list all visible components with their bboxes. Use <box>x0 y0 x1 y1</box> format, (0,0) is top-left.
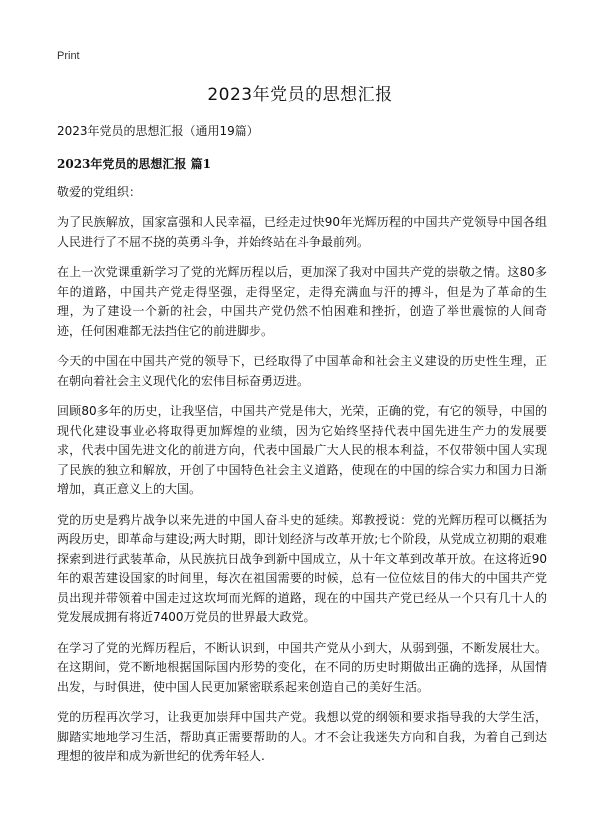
print-link[interactable]: Print <box>57 50 80 62</box>
document-title: 2023年党员的思想汇报 <box>207 85 393 105</box>
paragraph: 党的历程再次学习，让我更加崇拜中国共产党。我想以党的纲领和要求指导我的大学生活，脚踏实地地学习生活，帮助真正需要帮助的人。才不会让我迷失方向和自我，为着自己到达理想的彼岸和成为新世纪的优秀年轻人. <box>57 710 547 763</box>
paragraph: 在学习了党的光辉历程后，不断认识到，中国共产党从小到大，从弱到强，不断发展壮大。在这期间，党不断地根据国际国内形势的变化，在不同的历史时期做出正确的选择，从国情出发，与时俱进，使中国人民更加紧密联系起来创造自己的美好生活。 <box>57 640 547 694</box>
section-heading: 2023年党员的思想汇报 篇1 <box>57 157 211 171</box>
paragraph: 为了民族解放，国家富强和人民幸福，已经走过快90年光辉历程的中国共产党领导中国各组人民进行了不屈不挠的英勇斗争，并始终站在斗争最前列。 <box>57 215 547 249</box>
paragraph: 回顾80多年的历史，让我坚信，中国共产党是伟大，光荣，正确的党，有它的领导，中国的现代化建设事业必将取得更加辉煌的业绩，因为它始终坚持代表中国先进生产力的发展要求，代表中国先进文化的前进方向，代表中国最广大人民的根本利益，不仅带领中国人实现了民族的独立和解放，开创了中国特色社会主义道路，使现在的中国的综合实力和国力日渐增加，真正意义上的大国。 <box>57 404 547 496</box>
paragraph: 在上一次党课重新学习了党的光辉历程以后，更加深了我对中国共产党的崇敬之情。这80多年的道路，中国共产党走得坚强，走得坚定，走得充满血与汗的搏斗，但是为了革命的生理，为了建设一个新的社会，中国共产党仍然不怕困难和挫折，创造了举世震惊的人间奇迹，任何困难都无法挡住它的前进脚步。 <box>57 265 547 338</box>
paragraph: 党的历史是鸦片战争以来先进的中国人奋斗史的延续。郑教授说：党的光辉历程可以概括为两段历史，即革命与建设;两大时期，即计划经济与改革开放;七个阶段，从党成立初期的艰难探索到进行武装革命，从民族抗日战争到新中国成立，从十年文革到改革开放。在这将近90年的艰苦建设国家的时间里，每次在祖国需要的时候，总有一位位炫目的伟大的中国共产党员出现并带领着中国走过这坎坷而光辉的道路，现在的中国共产党已经从一个只有几十人的党发展成拥有将近7400万党员的世界最大政党。 <box>57 512 547 624</box>
paragraph: 今天的中国在中国共产党的领导下，已经取得了中国革命和社会主义建设的历史性生理，正在朝向着社会主义现代化的宏伟目标奋勇迈进。 <box>57 354 547 388</box>
document-subtitle: 2023年党员的思想汇报（通用19篇） <box>57 124 259 138</box>
document-body <box>57 122 547 778</box>
salutation: 敬爱的党组织： <box>57 185 142 199</box>
